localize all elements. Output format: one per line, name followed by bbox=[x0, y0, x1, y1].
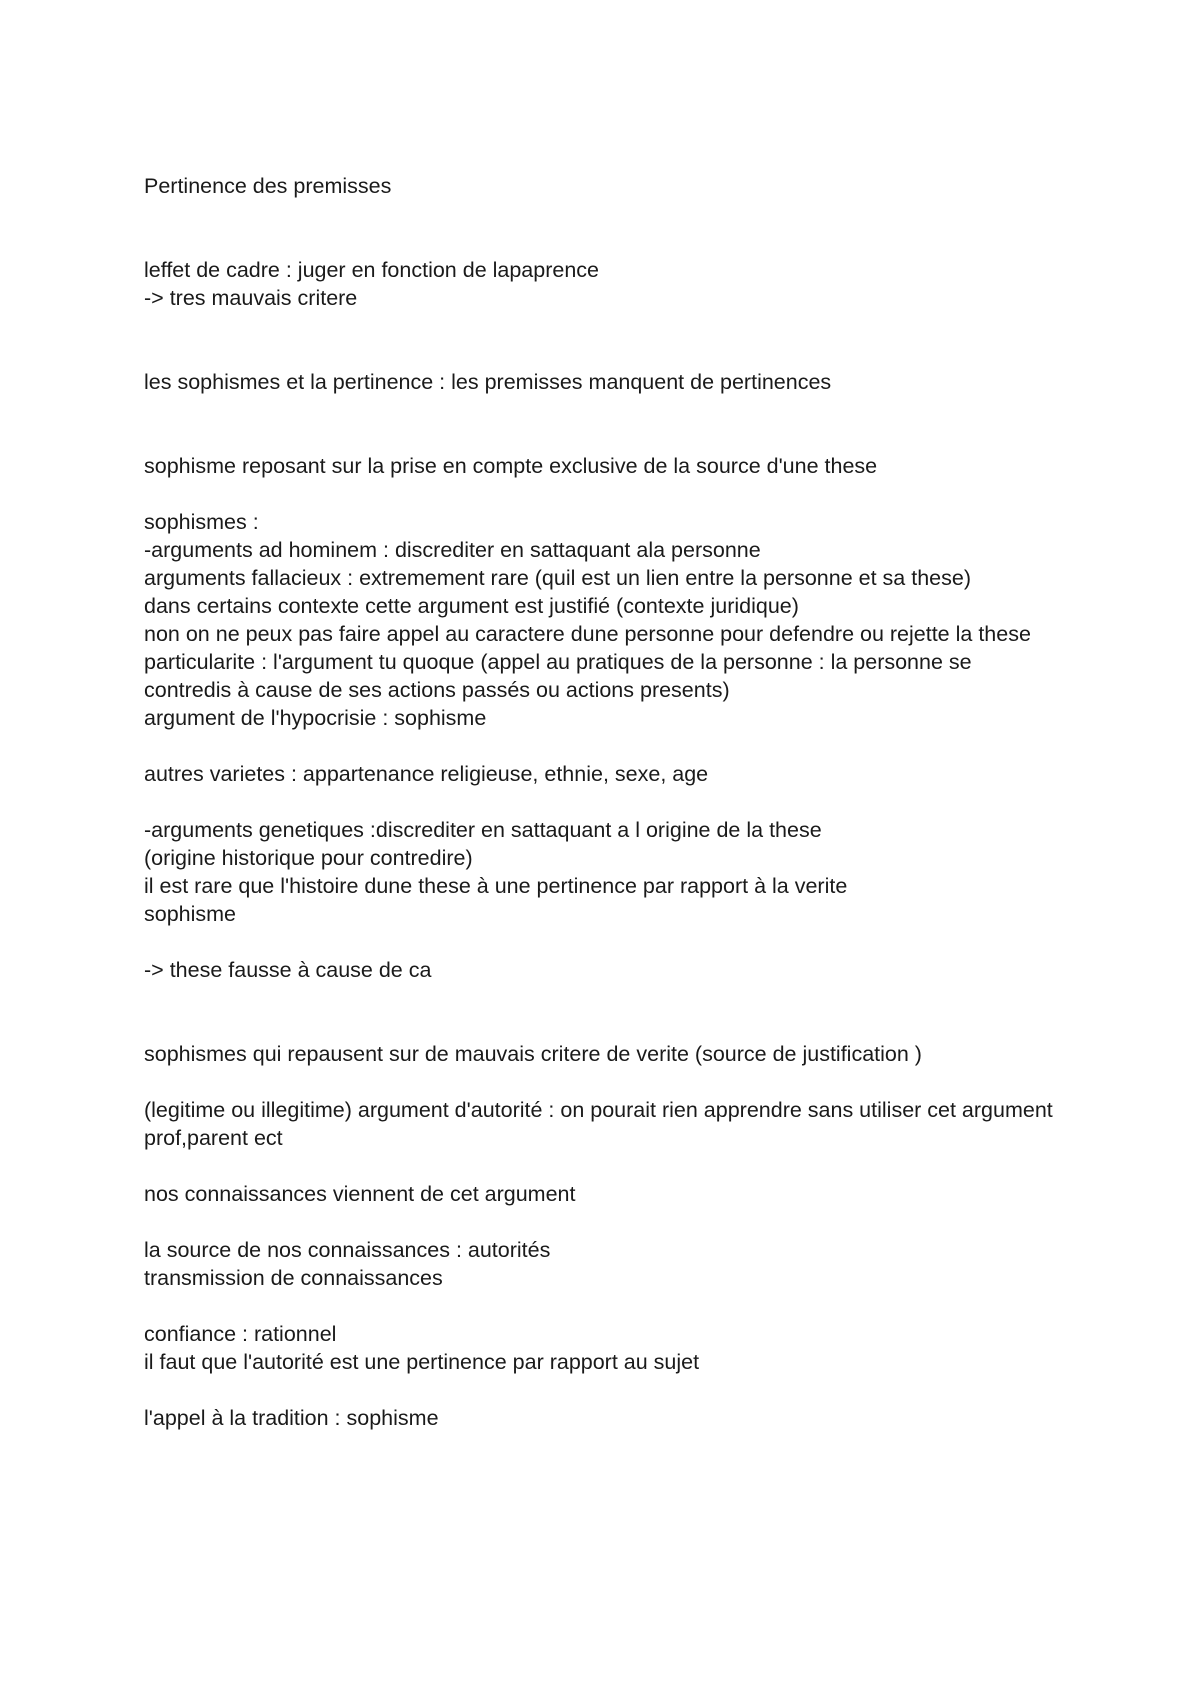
paragraph-connaissances: nos connaissances viennent de cet argument bbox=[144, 1182, 576, 1206]
document-title: Pertinence des premisses bbox=[144, 174, 392, 198]
paragraph-line: transmission de connaissances bbox=[144, 1266, 443, 1290]
paragraph-line: prof,parent ect bbox=[144, 1126, 283, 1150]
document-body bbox=[144, 172, 1064, 1432]
paragraph-line: argument de l'hypocrisie : sophisme bbox=[144, 706, 487, 730]
paragraph-effet-cadre: leffet de cadre : juger en fonction de lapaprence bbox=[144, 258, 600, 282]
paragraph-line: sophisme bbox=[144, 902, 237, 926]
paragraph-autres-varietes: autres varietes : appartenance religieuse, ethnie, sexe, age bbox=[144, 762, 709, 786]
paragraph-source-connaissances: la source de nos connaissances : autorités bbox=[144, 1238, 551, 1262]
paragraph-autorite: (legitime ou illegitime) argument d'autorité : on pourait rien apprendre sans utiliser cet argument bbox=[144, 1098, 1053, 1122]
paragraph-sophisme-source: sophisme reposant sur la prise en compte exclusive de la source d'une these bbox=[144, 454, 878, 478]
paragraph-mauvais-critere: sophismes qui repausent sur de mauvais critere de verite (source de justification ) bbox=[144, 1042, 922, 1066]
paragraph-line: -arguments ad hominem : discrediter en sattaquant ala personne bbox=[144, 538, 761, 562]
paragraph-tradition: l'appel à la tradition : sophisme bbox=[144, 1406, 439, 1430]
sophismes-heading: sophismes : bbox=[144, 510, 259, 534]
paragraph-these-fausse: -> these fausse à cause de ca bbox=[144, 958, 432, 982]
paragraph-line: dans certains contexte cette argument est justifié (contexte juridique) bbox=[144, 594, 799, 618]
paragraph-genetiques: -arguments genetiques :discrediter en sattaquant a l origine de la these bbox=[144, 818, 822, 842]
paragraph-line: arguments fallacieux : extremement rare (quil est un lien entre la personne et sa these) bbox=[144, 566, 971, 590]
paragraph-line: -> tres mauvais critere bbox=[144, 286, 358, 310]
paragraph-line: il faut que l'autorité est une pertinence par rapport au sujet bbox=[144, 1350, 700, 1374]
paragraph-sophismes-pertinence: les sophismes et la pertinence : les premisses manquent de pertinences bbox=[144, 370, 832, 394]
paragraph-line: il est rare que l'histoire dune these à une pertinence par rapport à la verite bbox=[144, 874, 848, 898]
paragraph-line: non on ne peux pas faire appel au caractere dune personne pour defendre ou rejette la these bbox=[144, 622, 1031, 646]
paragraph-line: particularite : l'argument tu quoque (appel au pratiques de la personne : la personne se contredis à cause de ses actions passés ou actions presents) bbox=[144, 650, 978, 702]
paragraph-confiance: confiance : rationnel bbox=[144, 1322, 337, 1346]
paragraph-line: (origine historique pour contredire) bbox=[144, 846, 473, 870]
